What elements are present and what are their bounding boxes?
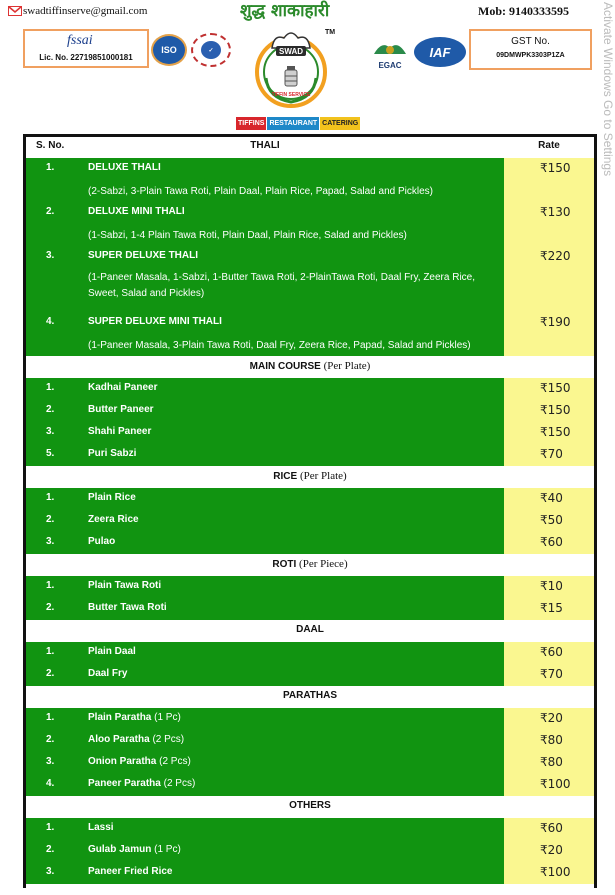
item-sno: 3. — [46, 536, 55, 547]
mobile-number: Mob: 9140333595 — [478, 4, 569, 18]
item-rate: ₹60 — [540, 645, 563, 659]
item-rate: ₹50 — [540, 513, 563, 527]
item-sno: 4. — [46, 316, 55, 327]
menu-table — [23, 134, 597, 888]
item-sno: 1. — [46, 492, 55, 503]
section-title: PARATHAS — [282, 690, 338, 701]
item-name: DELUXE THALI — [88, 162, 161, 173]
iaf-badge-icon — [414, 37, 466, 67]
table-row — [26, 180, 594, 202]
table-row — [26, 510, 594, 532]
table-header-row — [26, 137, 594, 158]
fssai-logo: fssai — [67, 33, 93, 48]
egac-label: EGAC — [378, 61, 402, 70]
gst-box — [469, 29, 592, 70]
section-header-rice — [26, 466, 594, 488]
item-rate: ₹190 — [540, 315, 571, 329]
table-row — [26, 752, 594, 774]
section-title: MAIN COURSE — [249, 361, 321, 372]
section-title: ROTI — [272, 559, 297, 570]
item-sno: 3. — [46, 756, 55, 767]
iaf-label: IAF — [429, 44, 451, 60]
item-sno: 1. — [46, 382, 55, 393]
section-qualifier: (Per Piece) — [299, 558, 348, 570]
item-rate: ₹150 — [540, 381, 571, 395]
table-row — [26, 246, 594, 268]
item-name: Gulab Jamun (1 Pc) — [88, 844, 181, 855]
swad-brand-logo — [252, 26, 330, 110]
item-rate: ₹10 — [540, 579, 563, 593]
hindi-title: शुद्ध शाकाहारी — [240, 1, 330, 21]
table-row — [26, 202, 594, 224]
item-name: Aloo Paratha (2 Pcs) — [88, 734, 185, 745]
egac-badge — [370, 38, 410, 70]
item-rate: ₹100 — [540, 777, 571, 791]
section-qualifier: (Per Plate) — [323, 360, 371, 372]
section-title: RICE — [273, 471, 298, 482]
email-contact — [8, 5, 147, 17]
section-title: DAAL — [296, 624, 324, 635]
table-row — [26, 422, 594, 444]
table-row — [26, 598, 594, 620]
item-rate: ₹15 — [540, 601, 563, 615]
gst-label: GST No. — [511, 36, 550, 47]
table-row — [26, 664, 594, 686]
item-rate: ₹20 — [540, 711, 563, 725]
item-name: Zeera Rice — [88, 514, 139, 525]
item-sno: 2. — [46, 602, 55, 613]
windows-watermark: Activate Windows Go to Settings — [601, 2, 615, 177]
item-sno: 5. — [46, 448, 55, 459]
item-name: Paneer Fried Rice — [88, 866, 173, 877]
item-sno: 4. — [46, 778, 55, 789]
item-sno: 2. — [46, 668, 55, 679]
item-rate: ₹60 — [540, 535, 563, 549]
item-rate: ₹60 — [540, 821, 563, 835]
item-rate: ₹150 — [540, 425, 571, 439]
item-name: Plain Daal — [88, 646, 136, 657]
col-rate-header: Rate — [538, 140, 560, 151]
table-row — [26, 840, 594, 862]
email-text: swadtiffinserve@gmail.com — [23, 5, 148, 17]
table-row — [26, 730, 594, 752]
tag-tiffins: TIFFINS — [236, 117, 266, 130]
item-name: Plain Rice — [88, 492, 136, 503]
item-name: DELUXE MINI THALI — [88, 206, 185, 217]
item-rate: ₹70 — [540, 447, 563, 461]
item-sno: 3. — [46, 250, 55, 261]
item-rate: ₹70 — [540, 667, 563, 681]
item-sno: 1. — [46, 712, 55, 723]
gmail-icon — [8, 6, 22, 16]
table-row — [26, 532, 594, 554]
item-name: Butter Paneer — [88, 404, 154, 415]
item-sno: 2. — [46, 206, 55, 217]
item-sno: 1. — [46, 580, 55, 591]
item-rate: ₹80 — [540, 733, 563, 747]
item-name: Pulao — [88, 536, 116, 547]
item-rate: ₹150 — [540, 403, 571, 417]
section-header-daal — [26, 620, 594, 642]
item-name: Plain Tawa Roti — [88, 580, 162, 591]
table-row — [26, 158, 594, 180]
item-name: Paneer Paratha (2 Pcs) — [88, 778, 196, 789]
item-description: (1-Paneer Masala, 3-Plain Tawa Roti, Daal Fry, Zeera Rice, Papad, Salad and Pickles) — [88, 340, 471, 351]
item-name: Kadhai Paneer — [88, 382, 158, 393]
item-rate: ₹150 — [540, 161, 571, 175]
item-description: (1-Sabzi, 1-4 Plain Tawa Roti, Plain Daal, Plain Rice, Salad and Pickles) — [88, 230, 407, 241]
fssai-license-number: Lic. No. 22719851000181 — [39, 53, 133, 62]
table-row — [26, 488, 594, 510]
item-rate: ₹100 — [540, 865, 571, 879]
fssai-license-box — [23, 29, 149, 68]
section-header-others — [26, 796, 594, 818]
gst-number: 09DMWPK3303P1ZA — [496, 52, 565, 59]
table-row — [26, 312, 594, 334]
item-sno: 1. — [46, 162, 55, 173]
item-description: (1-Paneer Masala, 1-Sabzi, 1-Butter Tawa Roti, 2-PlainTawa Roti, Daal Fry, Zeera Rice, Sweet, Salad and Pickles) — [88, 272, 476, 299]
item-name: Butter Tawa Roti — [88, 602, 167, 613]
col-sno-header: S. No. — [36, 140, 65, 151]
item-name: Lassi — [88, 822, 114, 833]
item-rate: ₹130 — [540, 205, 571, 219]
table-row — [26, 224, 594, 246]
tag-restaurant: RESTAURANT — [267, 117, 319, 130]
section-title: OTHERS — [289, 800, 331, 811]
egac-wings-icon — [370, 38, 410, 60]
item-name: SUPER DELUXE THALI — [88, 250, 199, 261]
table-row — [26, 862, 594, 884]
swad-brand-subtext: TIFFIN SERVICE — [271, 92, 311, 98]
table-row — [26, 642, 594, 664]
trademark-symbol: TM — [325, 29, 336, 36]
iso-label: ISO — [161, 45, 177, 55]
item-name: Plain Paratha (1 Pc) — [88, 712, 181, 723]
item-name: SUPER DELUXE MINI THALI — [88, 316, 222, 327]
item-name: Puri Sabzi — [88, 448, 137, 459]
item-sno: 1. — [46, 646, 55, 657]
table-row — [26, 708, 594, 730]
item-rate: ₹20 — [540, 843, 563, 857]
table-row — [26, 334, 594, 356]
item-sno: 3. — [46, 866, 55, 877]
table-row — [26, 268, 594, 312]
item-rate: ₹80 — [540, 755, 563, 769]
table-row — [26, 444, 594, 466]
table-row — [26, 576, 594, 598]
section-qualifier: (Per Plate) — [299, 470, 347, 482]
table-row — [26, 378, 594, 400]
item-sno: 2. — [46, 844, 55, 855]
swad-brand-text: SWAD — [279, 47, 303, 56]
item-sno: 1. — [46, 822, 55, 833]
item-sno: 3. — [46, 426, 55, 437]
item-name: Daal Fry — [88, 668, 128, 679]
table-row — [26, 400, 594, 422]
col-thali-header: THALI — [250, 140, 280, 151]
table-row — [26, 818, 594, 840]
item-sno: 2. — [46, 734, 55, 745]
section-header-roti — [26, 554, 594, 576]
certification-seal-icon — [191, 33, 231, 67]
item-description: (2-Sabzi, 3-Plain Tawa Roti, Plain Daal, Plain Rice, Papad, Salad and Pickles) — [88, 186, 433, 197]
section-header-parathas — [26, 686, 594, 708]
item-rate: ₹40 — [540, 491, 563, 505]
service-tags — [236, 117, 360, 130]
iso-certification-icon — [151, 34, 187, 66]
item-rate: ₹220 — [540, 249, 571, 263]
item-name: Onion Paratha (2 Pcs) — [88, 756, 191, 767]
item-sno: 2. — [46, 514, 55, 525]
tag-catering: CATERING — [320, 117, 360, 130]
item-sno: 2. — [46, 404, 55, 415]
section-header-main-course — [26, 356, 594, 378]
seal-center: ✓ — [201, 41, 221, 59]
item-name: Shahi Paneer — [88, 426, 152, 437]
table-row — [26, 774, 594, 796]
